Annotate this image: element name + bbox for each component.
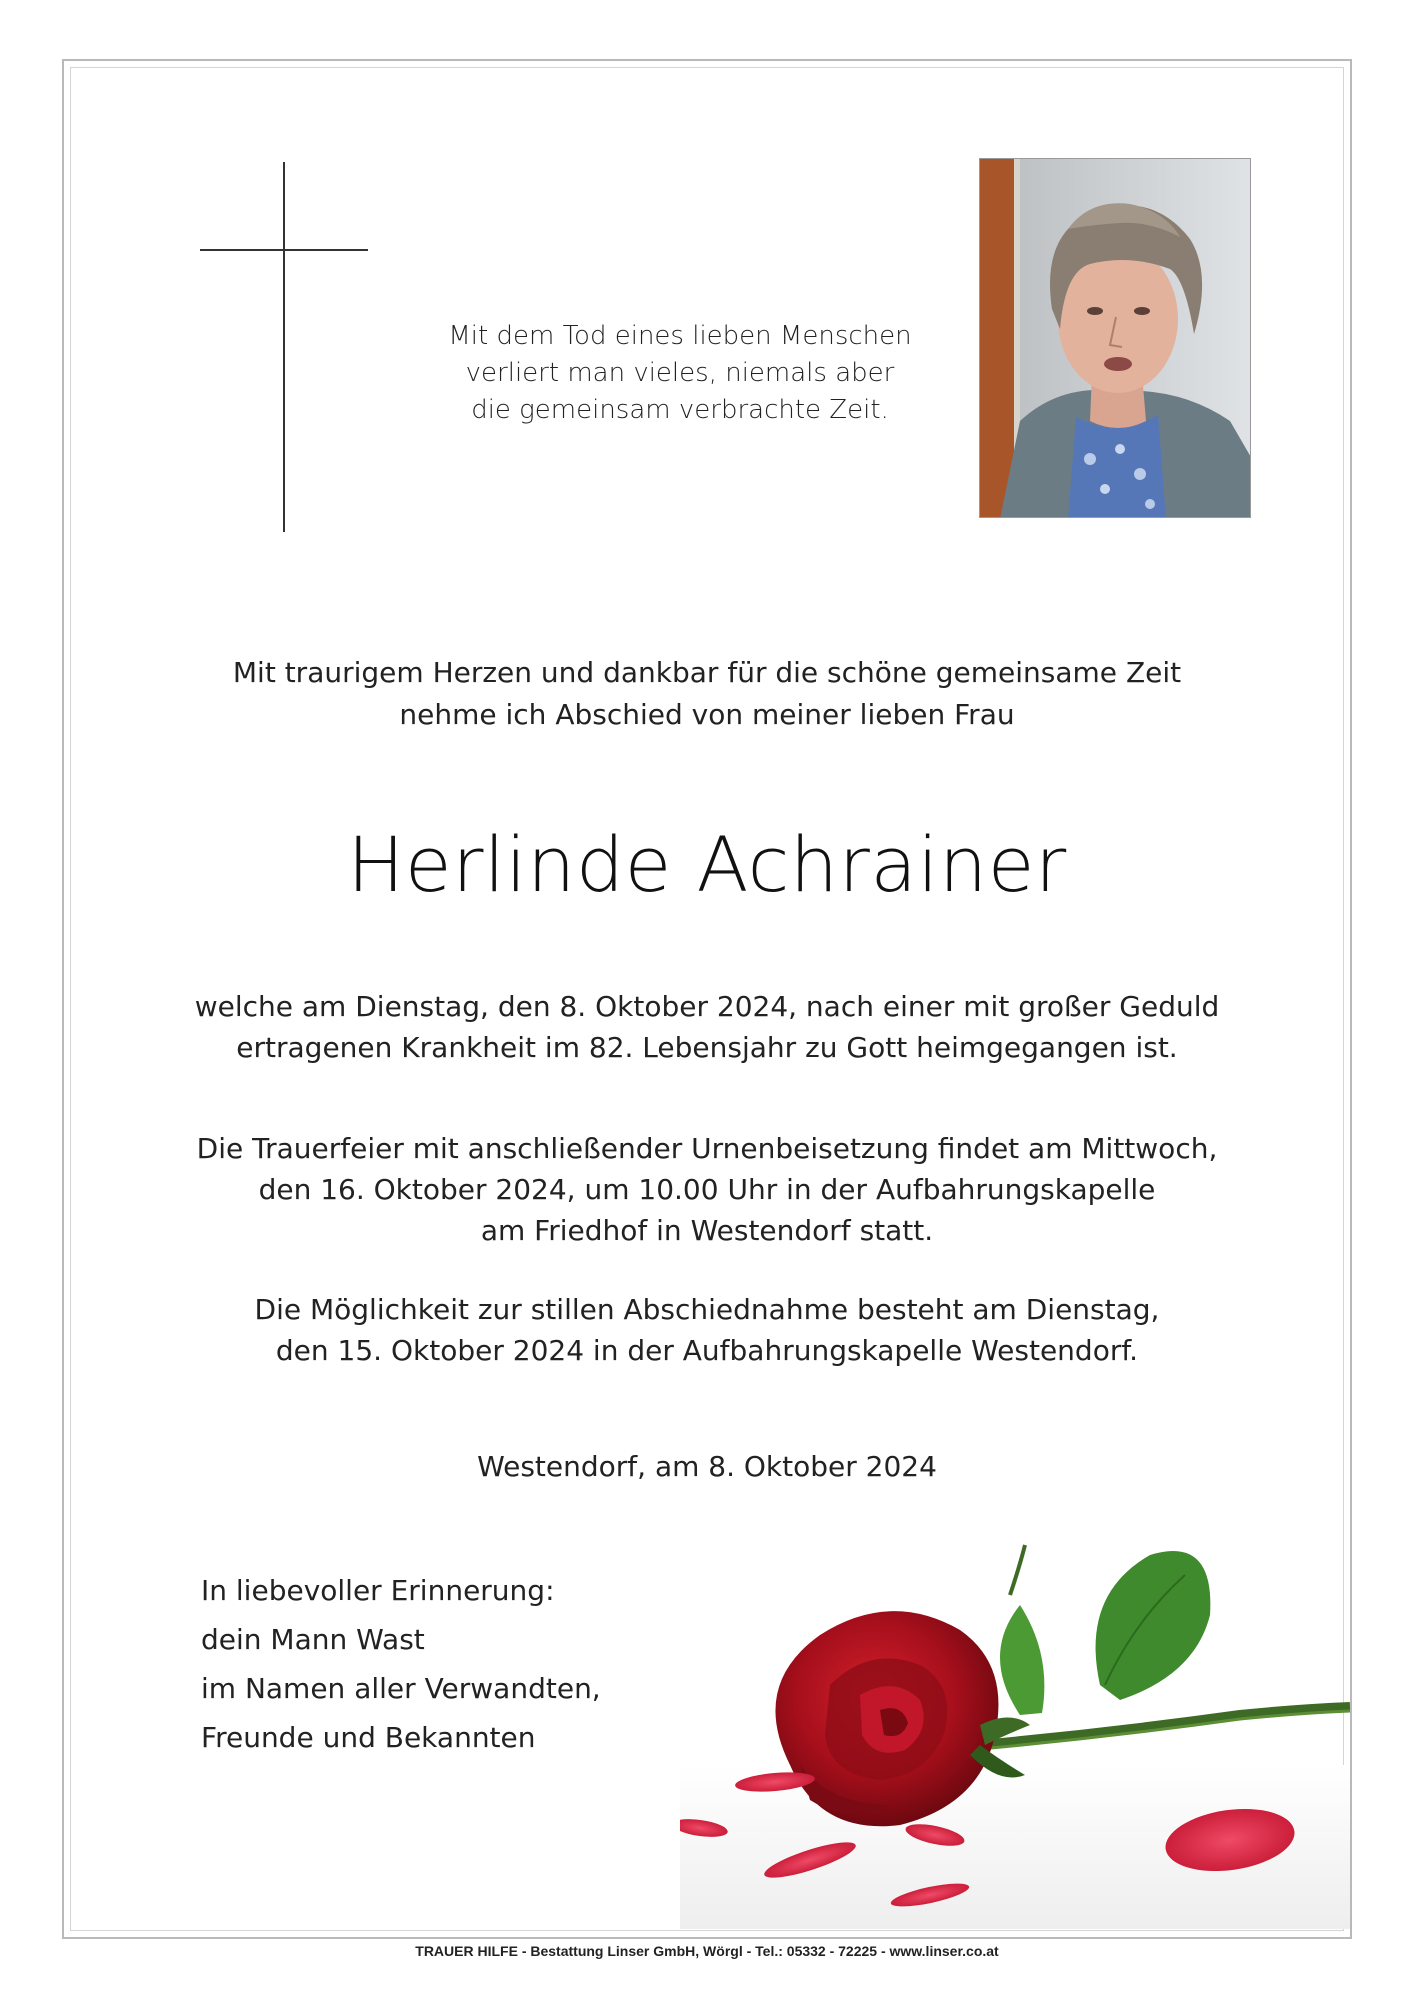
death-notice-line: ertragenen Krankheit im 82. Lebensjahr zu Gott heimgegangen ist. (236, 1031, 1178, 1064)
intro-text (150, 652, 1264, 736)
signature-line: im Namen aller Verwandten, (201, 1672, 601, 1705)
cross-horizontal-bar (200, 249, 368, 251)
death-notice-line: welche am Dienstag, den 8. Oktober 2024, nach einer mit großer Geduld (194, 990, 1220, 1023)
portrait-illustration (980, 159, 1251, 518)
funeral-line: am Friedhof in Westendorf statt. (480, 1214, 934, 1247)
signature-block (201, 1566, 601, 1762)
signature-line: dein Mann Wast (201, 1623, 425, 1656)
death-notice (130, 986, 1284, 1068)
memorial-quote (380, 318, 980, 429)
rose-icon (680, 1535, 1350, 1929)
intro-line: Mit traurigem Herzen und dankbar für die schöne gemeinsame Zeit (232, 656, 1182, 689)
signature-line: Freunde und Bekannten (201, 1721, 536, 1754)
quote-line: verliert man vieles, niemals aber (465, 358, 895, 388)
cross-vertical-bar (283, 162, 285, 532)
funeral-line: Die Trauerfeier mit anschließender Urnenbeisetzung findet am Mittwoch, (196, 1132, 1218, 1165)
quote-line: die gemeinsam verbrachte Zeit. (471, 395, 889, 425)
portrait-photo (979, 158, 1251, 518)
funeral-line: den 16. Oktober 2024, um 10.00 Uhr in der Aufbahrungskapelle (258, 1173, 1156, 1206)
intro-line: nehme ich Abschied von meiner lieben Frau (399, 698, 1015, 731)
deceased-name: Herlinde Achrainer (347, 820, 1067, 909)
farewell-line: Die Möglichkeit zur stillen Abschiednahme besteht am Dienstag, (254, 1293, 1160, 1326)
farewell-info (130, 1289, 1284, 1371)
footer-imprint: TRAUER HILFE - Bestattung Linser GmbH, Wörgl - Tel.: 05332 - 72225 - www.linser.co.at (415, 1943, 999, 1959)
rose-illustration (680, 1535, 1350, 1929)
farewell-line: den 15. Oktober 2024 in der Aufbahrungskapelle Westendorf. (275, 1334, 1139, 1367)
place-and-date: Westendorf, am 8. Oktober 2024 (477, 1450, 937, 1483)
signature-line: In liebevoller Erinnerung: (201, 1574, 555, 1607)
funeral-info (130, 1128, 1284, 1251)
quote-line: Mit dem Tod eines lieben Menschen (448, 321, 912, 351)
